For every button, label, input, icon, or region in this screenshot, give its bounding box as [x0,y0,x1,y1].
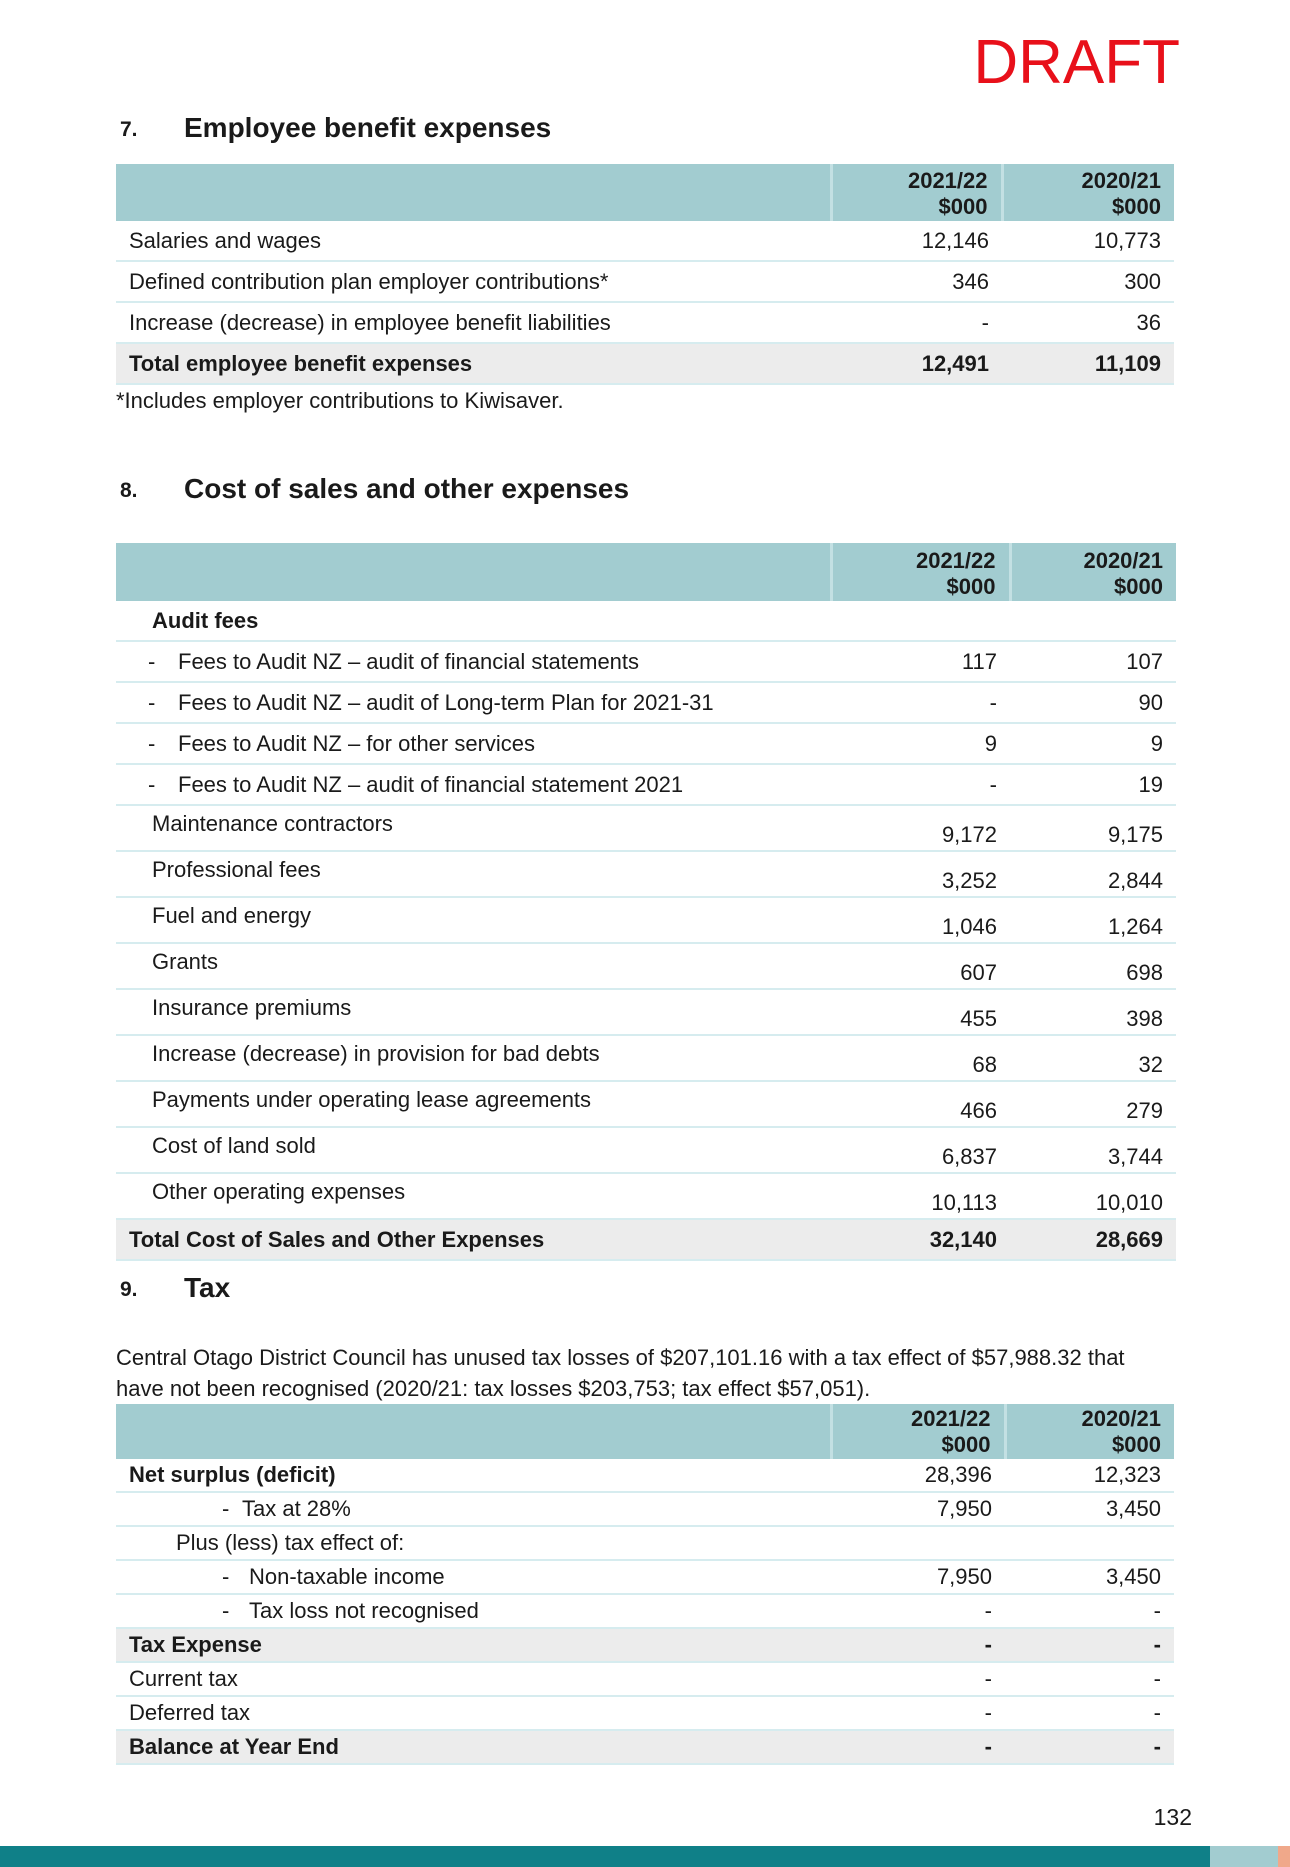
value-current: 12,146 [831,221,1002,261]
value-prior: 28,669 [1010,1219,1176,1260]
table-row [116,851,1176,897]
value-current: - [831,1730,1005,1764]
row-label-text: Fees to Audit NZ – audit of financial statement 2021 [178,771,684,797]
row-label [116,682,831,723]
audit-fees-heading: Audit fees [116,601,831,641]
page-number: 132 [1153,1804,1192,1830]
year-label: 2021/22 [910,1406,991,1431]
value-current: 466 [831,1081,1010,1127]
row-label: Tax Expense [116,1628,831,1662]
year-label: 2021/22 [907,168,988,193]
cost-of-sales-table [116,543,1176,1261]
row-label: Professional fees [116,851,831,897]
row-label-text: Non-taxable income [249,1564,445,1589]
section-title: Tax [184,1272,231,1303]
value-prior: 3,450 [1005,1492,1174,1526]
value-current: 7,950 [831,1560,1005,1594]
row-label: Current tax [116,1662,831,1696]
header-col-current [831,164,1002,221]
table-row [116,641,1176,682]
value-prior: - [1005,1594,1174,1628]
header-blank [116,164,831,221]
row-label [116,764,831,805]
bullet-dash: - [222,1564,230,1589]
table-row [116,897,1176,943]
table-header [116,543,1176,601]
value-prior: 300 [1002,261,1174,302]
value-current: - [831,302,1002,343]
value-current: - [831,1696,1005,1730]
value-prior: - [1005,1662,1174,1696]
section-number: 7. [120,118,138,141]
value-prior: 3,450 [1005,1560,1174,1594]
bullet-dash: - [222,1598,230,1623]
header-col-current [831,543,1010,601]
row-label [116,1594,831,1628]
row-label: Net surplus (deficit) [116,1459,831,1492]
unit-label: $000 [1112,194,1161,219]
value-current: - [831,1628,1005,1662]
table-row [116,302,1174,343]
table-row [116,1035,1176,1081]
row-label: Payments under operating lease agreements [116,1081,831,1127]
table-row [116,1492,1174,1526]
value-prior: 19 [1010,764,1176,805]
bullet-dash: - [148,689,156,715]
value-prior: - [1005,1730,1174,1764]
value-current: 32,140 [831,1219,1010,1260]
value-prior: 3,744 [1010,1127,1176,1173]
table-row [116,1081,1176,1127]
unit-label: $000 [938,194,988,219]
unit-label: $000 [946,574,996,599]
row-label: Other operating expenses [116,1173,831,1219]
table-header [116,1404,1174,1459]
value-prior: 36 [1002,302,1174,343]
value-prior: 398 [1010,989,1176,1035]
year-label: 2020/21 [1081,1406,1161,1431]
header-col-current [831,1404,1005,1459]
row-label-text: Tax at 28% [242,1496,351,1521]
section-title: Employee benefit expenses [184,112,552,143]
total-row [116,1219,1176,1260]
value-prior: 9,175 [1010,805,1176,851]
empty-cell [1010,601,1176,641]
header-col-prior [1005,1404,1174,1459]
table-row [116,601,1176,641]
row-label [116,1492,831,1526]
value-prior: 107 [1010,641,1176,682]
balance-row [116,1730,1174,1764]
value-prior: 12,323 [1005,1459,1174,1492]
total-row [116,343,1174,384]
header-col-prior [1010,543,1176,601]
value-prior: 10,010 [1010,1173,1176,1219]
value-current: 6,837 [831,1127,1010,1173]
year-label: 2020/21 [1083,548,1163,573]
footnote: *Includes employer contributions to Kiwisaver. [116,388,564,413]
value-prior: 9 [1010,723,1176,764]
header-blank [116,543,831,601]
row-label: Fuel and energy [116,897,831,943]
unit-label: $000 [1114,574,1163,599]
value-current: 7,950 [831,1492,1005,1526]
bullet-dash: - [148,730,156,756]
value-current: 117 [831,641,1010,682]
bullet-dash: - [148,771,156,797]
row-label-text: Tax loss not recognised [249,1598,479,1623]
table-row [116,723,1176,764]
row-label-text: Fees to Audit NZ – audit of Long-term Plan for 2021-31 [178,689,714,715]
empty-cell [831,601,1010,641]
row-label [116,723,831,764]
table-row [116,805,1176,851]
tax-expense-row [116,1628,1174,1662]
value-current: 346 [831,261,1002,302]
unit-label: $000 [1112,1432,1161,1457]
row-label: Total employee benefit expenses [116,343,831,384]
empty-cell [831,1526,1005,1560]
tax-losses-paragraph: Central Otago District Council has unused tax losses of $207,101.16 with a tax effect of $57,988.32 that have not been recognised (2020/21: tax losses $203,753; tax effect $57,051). [116,1345,1125,1401]
value-current: 1,046 [831,897,1010,943]
value-current: - [831,764,1010,805]
row-label: Balance at Year End [116,1730,831,1764]
row-label: Deferred tax [116,1696,831,1730]
value-current: 9 [831,723,1010,764]
table-row [116,1173,1176,1219]
table-header [116,164,1174,221]
row-label-text: Fees to Audit NZ – audit of financial statements [178,648,640,674]
value-prior: 11,109 [1002,343,1174,384]
table-row [116,943,1176,989]
header-col-prior [1002,164,1174,221]
header-blank [116,1404,831,1459]
section-number: 8. [120,479,138,502]
value-current: - [831,682,1010,723]
section-title: Cost of sales and other expenses [184,473,630,504]
table-row [116,1594,1174,1628]
row-label: Increase (decrease) in provision for bad debts [116,1035,831,1081]
table-row [116,989,1176,1035]
row-label: Defined contribution plan employer contributions* [116,261,831,302]
employee-benefit-table [116,164,1174,385]
table-row [116,1696,1174,1730]
row-label: Insurance premiums [116,989,831,1035]
value-current: 607 [831,943,1010,989]
value-current: 12,491 [831,343,1002,384]
section-number: 9. [120,1278,138,1301]
draft-watermark: DRAFT [973,28,1180,97]
value-current: - [831,1594,1005,1628]
unit-label: $000 [941,1432,991,1457]
value-prior: 279 [1010,1081,1176,1127]
empty-cell [1005,1526,1174,1560]
row-label: Increase (decrease) in employee benefit liabilities [116,302,831,343]
value-current: - [831,1662,1005,1696]
value-current: 3,252 [831,851,1010,897]
row-label [116,1560,831,1594]
year-label: 2021/22 [915,548,996,573]
bullet-dash: - [148,648,156,674]
table-row [116,1526,1174,1560]
value-prior: 32 [1010,1035,1176,1081]
table-row [116,1127,1176,1173]
value-prior: 2,844 [1010,851,1176,897]
tax-table [116,1404,1174,1765]
table-row [116,1560,1174,1594]
value-prior: 90 [1010,682,1176,723]
table-row [116,221,1174,261]
bullet-dash: - [222,1496,230,1521]
value-prior: - [1005,1696,1174,1730]
value-prior: 10,773 [1002,221,1174,261]
table-row [116,1662,1174,1696]
value-prior: - [1005,1628,1174,1662]
footer-bar [0,1846,1210,1867]
row-label: Cost of land sold [116,1127,831,1173]
row-label: Maintenance contractors [116,805,831,851]
value-current: 9,172 [831,805,1010,851]
row-label: Salaries and wages [116,221,831,261]
row-label-text: Fees to Audit NZ – for other services [178,730,536,756]
year-label: 2020/21 [1081,168,1161,193]
row-label [116,641,831,682]
value-current: 28,396 [831,1459,1005,1492]
table-row [116,1459,1174,1492]
table-row [116,764,1176,805]
table-row [116,261,1174,302]
footer-bar-accent-end [1278,1846,1290,1867]
value-current: 10,113 [831,1173,1010,1219]
value-current: 68 [831,1035,1010,1081]
row-label: Plus (less) tax effect of: [116,1526,831,1560]
value-prior: 698 [1010,943,1176,989]
row-label: Grants [116,943,831,989]
value-current: 455 [831,989,1010,1035]
value-prior: 1,264 [1010,897,1176,943]
row-label: Total Cost of Sales and Other Expenses [116,1219,831,1260]
table-row [116,682,1176,723]
